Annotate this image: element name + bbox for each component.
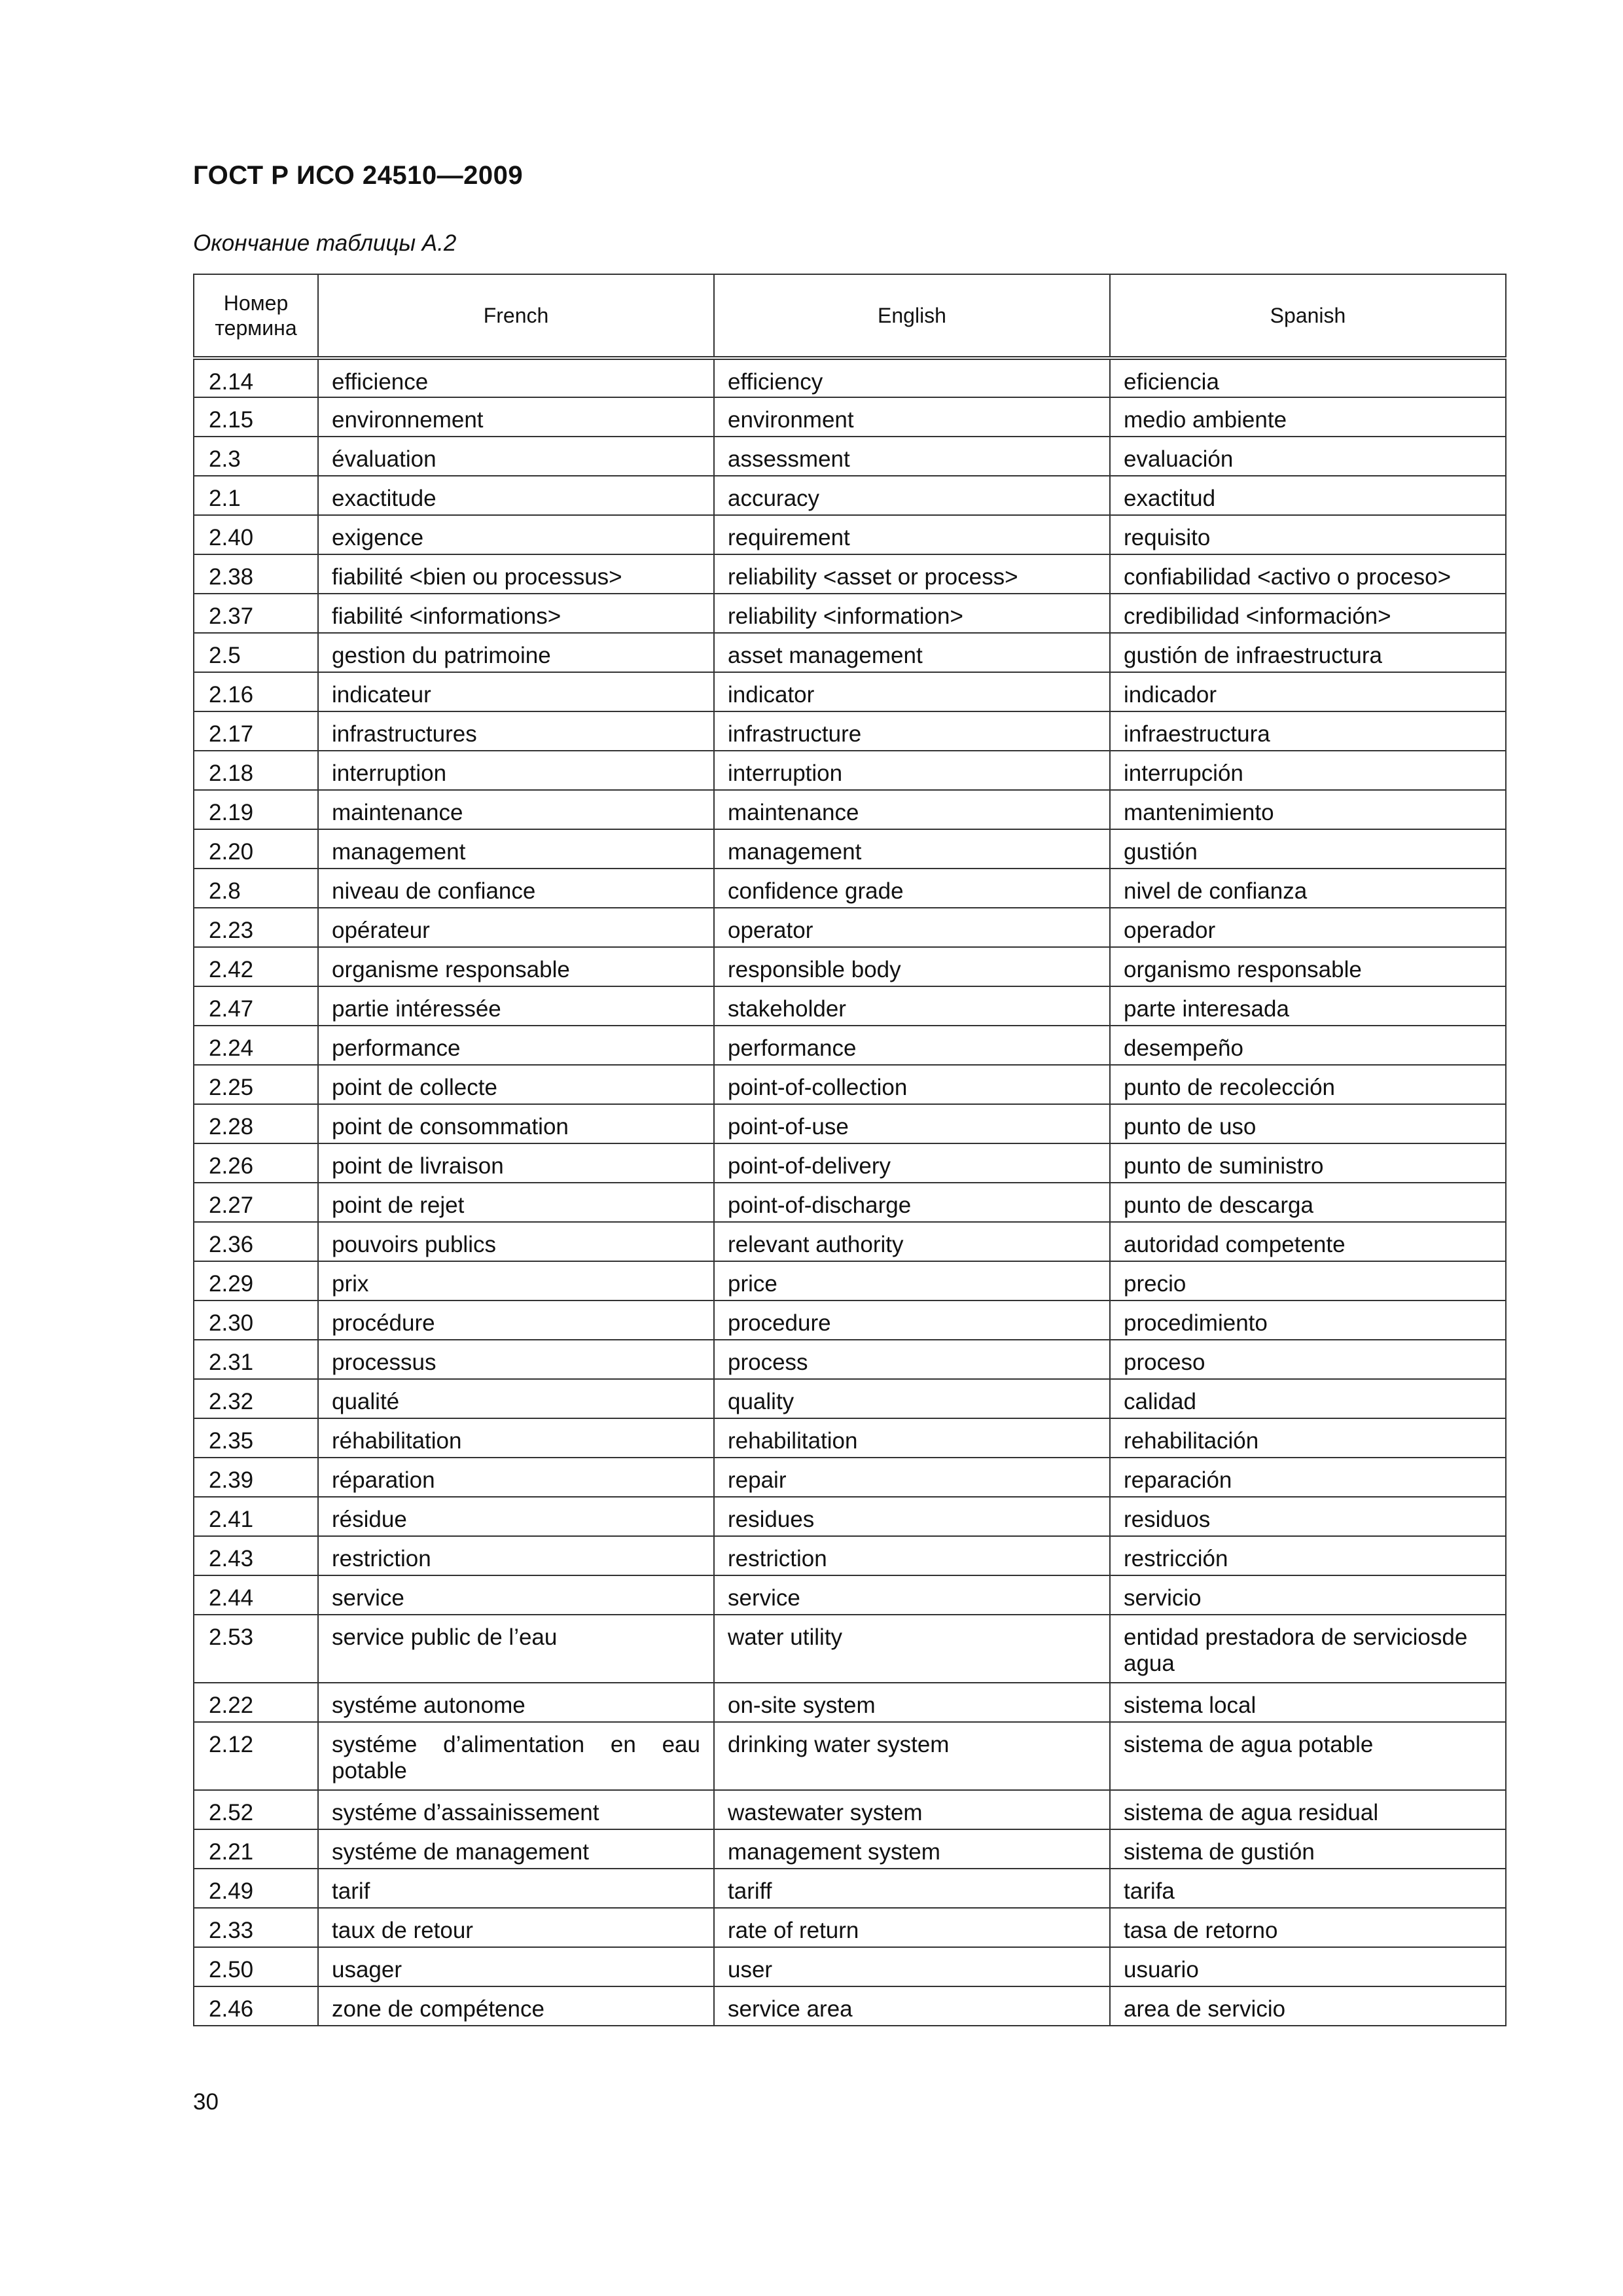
table-row [194, 1222, 1506, 1261]
english-term-cell: restriction [714, 1536, 1110, 1575]
term-number-cell: 2.52 [194, 1790, 318, 1829]
term-number-cell: 2.44 [194, 1575, 318, 1615]
header-row [194, 274, 1506, 358]
term-number-cell: 2.20 [194, 829, 318, 869]
spanish-term-cell: requisito [1110, 515, 1506, 554]
spanish-term-cell: tasa de retorno [1110, 1908, 1506, 1947]
french-term-cell: procédure [318, 1300, 714, 1340]
column-header-term-number: Номер термина [194, 274, 318, 358]
term-number-cell: 2.5 [194, 633, 318, 672]
english-term-cell: price [714, 1261, 1110, 1300]
table-caption: Окончание таблицы А.2 [193, 230, 457, 256]
english-term-cell: service area [714, 1986, 1110, 2026]
page-number: 30 [193, 2089, 219, 2115]
french-term-cell: fiabilité <informations> [318, 594, 714, 633]
table-row [194, 397, 1506, 437]
french-term-cell: gestion du patrimoine [318, 633, 714, 672]
term-number-cell: 2.37 [194, 594, 318, 633]
term-number-cell: 2.19 [194, 790, 318, 829]
spanish-term-cell: mantenimiento [1110, 790, 1506, 829]
term-number-cell: 2.17 [194, 711, 318, 751]
english-term-cell: rehabilitation [714, 1418, 1110, 1458]
term-number-cell: 2.14 [194, 358, 318, 397]
english-term-cell: operator [714, 908, 1110, 947]
table-row [194, 1300, 1506, 1340]
french-term-cell: indicateur [318, 672, 714, 711]
table-row [194, 1065, 1506, 1104]
spanish-term-cell: sistema de gustión [1110, 1829, 1506, 1869]
table-row [194, 751, 1506, 790]
terms-table [193, 274, 1507, 2026]
table-row [194, 1143, 1506, 1183]
french-term-cell: évaluation [318, 437, 714, 476]
french-term-cell: point de rejet [318, 1183, 714, 1222]
french-term-cell: partie intéressée [318, 986, 714, 1026]
english-term-cell: management system [714, 1829, 1110, 1869]
term-number-cell: 2.28 [194, 1104, 318, 1143]
term-number-cell: 2.35 [194, 1418, 318, 1458]
term-number-cell: 2.16 [194, 672, 318, 711]
spanish-term-cell: proceso [1110, 1340, 1506, 1379]
english-term-cell: quality [714, 1379, 1110, 1418]
term-number-cell: 2.40 [194, 515, 318, 554]
table-row [194, 437, 1506, 476]
spanish-term-cell: exactitud [1110, 476, 1506, 515]
table-row [194, 711, 1506, 751]
spanish-term-cell: sistema de agua residual [1110, 1790, 1506, 1829]
french-term-cell: opérateur [318, 908, 714, 947]
column-header-spanish: Spanish [1110, 274, 1506, 358]
english-term-cell: drinking water system [714, 1722, 1110, 1790]
table-row [194, 672, 1506, 711]
spanish-term-cell: organismo responsable [1110, 947, 1506, 986]
term-number-cell: 2.53 [194, 1615, 318, 1683]
spanish-term-cell: residuos [1110, 1497, 1506, 1536]
spanish-term-cell: calidad [1110, 1379, 1506, 1418]
spanish-term-cell: parte interesada [1110, 986, 1506, 1026]
english-term-cell: performance [714, 1026, 1110, 1065]
table-row [194, 986, 1506, 1026]
english-term-cell: relevant authority [714, 1222, 1110, 1261]
english-term-cell: interruption [714, 751, 1110, 790]
spanish-term-cell: procedimiento [1110, 1300, 1506, 1340]
english-term-cell: indicator [714, 672, 1110, 711]
term-number-cell: 2.42 [194, 947, 318, 986]
table-row [194, 1615, 1506, 1683]
term-number-cell: 2.23 [194, 908, 318, 947]
table-row [194, 1575, 1506, 1615]
term-number-cell: 2.50 [194, 1947, 318, 1986]
spanish-term-cell: usuario [1110, 1947, 1506, 1986]
table-row [194, 908, 1506, 947]
spanish-term-cell: infraestructura [1110, 711, 1506, 751]
term-number-cell: 2.31 [194, 1340, 318, 1379]
spanish-term-cell: medio ambiente [1110, 397, 1506, 437]
french-term-cell: pouvoirs publics [318, 1222, 714, 1261]
english-term-cell: residues [714, 1497, 1110, 1536]
french-term-cell: infrastructures [318, 711, 714, 751]
term-number-cell: 2.8 [194, 869, 318, 908]
french-term-cell: réhabilitation [318, 1418, 714, 1458]
table-row [194, 1869, 1506, 1908]
term-number-cell: 2.46 [194, 1986, 318, 2026]
english-term-cell: reliability <asset or process> [714, 554, 1110, 594]
table-row [194, 1722, 1506, 1790]
english-term-cell: rate of return [714, 1908, 1110, 1947]
spanish-term-cell: interrupción [1110, 751, 1506, 790]
term-number-cell: 2.43 [194, 1536, 318, 1575]
column-header-english: English [714, 274, 1110, 358]
english-term-cell: point-of-collection [714, 1065, 1110, 1104]
table-row [194, 594, 1506, 633]
english-term-cell: infrastructure [714, 711, 1110, 751]
table-row [194, 1183, 1506, 1222]
french-term-cell: performance [318, 1026, 714, 1065]
french-term-cell: systéme d’assainissement [318, 1790, 714, 1829]
term-number-cell: 2.32 [194, 1379, 318, 1418]
french-term-cell: niveau de confiance [318, 869, 714, 908]
spanish-term-cell: sistema de agua potable [1110, 1722, 1506, 1790]
spanish-term-cell: indicador [1110, 672, 1506, 711]
table-row [194, 1497, 1506, 1536]
french-term-cell: fiabilité <bien ou processus> [318, 554, 714, 594]
english-term-cell: maintenance [714, 790, 1110, 829]
term-number-cell: 2.18 [194, 751, 318, 790]
english-term-cell: confidence grade [714, 869, 1110, 908]
french-term-cell: qualité [318, 1379, 714, 1418]
english-term-cell: water utility [714, 1615, 1110, 1683]
french-term-cell: systéme autonome [318, 1683, 714, 1722]
spanish-term-cell: punto de uso [1110, 1104, 1506, 1143]
column-header-french: French [318, 274, 714, 358]
spanish-term-cell: tarifa [1110, 1869, 1506, 1908]
spanish-term-cell: punto de suministro [1110, 1143, 1506, 1183]
english-term-cell: tariff [714, 1869, 1110, 1908]
table-row [194, 358, 1506, 397]
french-term-cell: organisme responsable [318, 947, 714, 986]
english-term-cell: requirement [714, 515, 1110, 554]
spanish-term-cell: evaluación [1110, 437, 1506, 476]
term-number-cell: 2.22 [194, 1683, 318, 1722]
table-row [194, 947, 1506, 986]
term-number-cell: 2.1 [194, 476, 318, 515]
english-term-cell: on-site system [714, 1683, 1110, 1722]
english-term-cell: asset management [714, 633, 1110, 672]
french-term-cell: zone de compétence [318, 1986, 714, 2026]
term-number-cell: 2.33 [194, 1908, 318, 1947]
english-term-cell: point-of-discharge [714, 1183, 1110, 1222]
term-number-cell: 2.36 [194, 1222, 318, 1261]
table-body [194, 358, 1506, 2026]
english-term-cell: management [714, 829, 1110, 869]
table-row [194, 1683, 1506, 1722]
french-term-cell: résidue [318, 1497, 714, 1536]
french-term-cell: interruption [318, 751, 714, 790]
table-row [194, 1418, 1506, 1458]
table-row [194, 829, 1506, 869]
english-term-cell: reliability <information> [714, 594, 1110, 633]
table-row [194, 1829, 1506, 1869]
term-number-cell: 2.30 [194, 1300, 318, 1340]
french-term-cell: usager [318, 1947, 714, 1986]
term-number-cell: 2.15 [194, 397, 318, 437]
term-number-cell: 2.21 [194, 1829, 318, 1869]
table-row [194, 1947, 1506, 1986]
french-term-cell: point de consommation [318, 1104, 714, 1143]
table-row [194, 1026, 1506, 1065]
english-term-cell: procedure [714, 1300, 1110, 1340]
term-number-cell: 2.12 [194, 1722, 318, 1790]
spanish-term-cell: rehabilitación [1110, 1418, 1506, 1458]
table-row [194, 476, 1506, 515]
english-term-cell: service [714, 1575, 1110, 1615]
spanish-term-cell: punto de descarga [1110, 1183, 1506, 1222]
spanish-term-cell: area de servicio [1110, 1986, 1506, 2026]
english-term-cell: accuracy [714, 476, 1110, 515]
english-term-cell: responsible body [714, 947, 1110, 986]
spanish-term-cell: gustión de infraestructura [1110, 633, 1506, 672]
term-number-cell: 2.38 [194, 554, 318, 594]
term-number-cell: 2.29 [194, 1261, 318, 1300]
french-term-cell: taux de retour [318, 1908, 714, 1947]
spanish-term-cell: punto de recolección [1110, 1065, 1506, 1104]
table-row [194, 1536, 1506, 1575]
table-row [194, 633, 1506, 672]
table-row [194, 554, 1506, 594]
spanish-term-cell: restricción [1110, 1536, 1506, 1575]
table-row [194, 1104, 1506, 1143]
term-number-cell: 2.24 [194, 1026, 318, 1065]
english-term-cell: point-of-delivery [714, 1143, 1110, 1183]
term-number-cell: 2.3 [194, 437, 318, 476]
spanish-term-cell: servicio [1110, 1575, 1506, 1615]
table-row [194, 1986, 1506, 2026]
table-row [194, 1379, 1506, 1418]
french-term-cell: environnement [318, 397, 714, 437]
french-term-cell: tarif [318, 1869, 714, 1908]
spanish-term-cell: operador [1110, 908, 1506, 947]
table-row [194, 1261, 1506, 1300]
terms-table-container [193, 274, 1505, 2026]
table-row [194, 515, 1506, 554]
document-title: ГОСТ Р ИСО 24510—2009 [193, 161, 524, 190]
french-term-cell: systéme d’alimentation en eau potable [318, 1722, 714, 1790]
french-term-cell: restriction [318, 1536, 714, 1575]
table-row [194, 1458, 1506, 1497]
spanish-term-cell: precio [1110, 1261, 1506, 1300]
english-term-cell: environment [714, 397, 1110, 437]
table-row [194, 1908, 1506, 1947]
french-term-cell: processus [318, 1340, 714, 1379]
term-number-cell: 2.26 [194, 1143, 318, 1183]
table-row [194, 1790, 1506, 1829]
term-number-cell: 2.47 [194, 986, 318, 1026]
table-row [194, 1340, 1506, 1379]
french-term-cell: prix [318, 1261, 714, 1300]
spanish-term-cell: autoridad competente [1110, 1222, 1506, 1261]
french-term-cell: point de collecte [318, 1065, 714, 1104]
term-number-cell: 2.49 [194, 1869, 318, 1908]
french-term-cell: service public de l’eau [318, 1615, 714, 1683]
spanish-term-cell: confiabilidad <activo o proceso> [1110, 554, 1506, 594]
term-number-cell: 2.41 [194, 1497, 318, 1536]
french-term-cell: exigence [318, 515, 714, 554]
french-term-cell: point de livraison [318, 1143, 714, 1183]
term-number-cell: 2.25 [194, 1065, 318, 1104]
spanish-term-cell: credibilidad <información> [1110, 594, 1506, 633]
spanish-term-cell: nivel de confianza [1110, 869, 1506, 908]
spanish-term-cell: desempeño [1110, 1026, 1506, 1065]
french-term-cell: exactitude [318, 476, 714, 515]
table-row [194, 869, 1506, 908]
english-term-cell: assessment [714, 437, 1110, 476]
english-term-cell: user [714, 1947, 1110, 1986]
french-term-cell: management [318, 829, 714, 869]
english-term-cell: efficiency [714, 358, 1110, 397]
english-term-cell: stakeholder [714, 986, 1110, 1026]
table-header [194, 274, 1506, 358]
spanish-term-cell: reparación [1110, 1458, 1506, 1497]
english-term-cell: repair [714, 1458, 1110, 1497]
french-term-cell: réparation [318, 1458, 714, 1497]
spanish-term-cell: eficiencia [1110, 358, 1506, 397]
spanish-term-cell: sistema local [1110, 1683, 1506, 1722]
french-term-cell: service [318, 1575, 714, 1615]
french-term-cell: efficience [318, 358, 714, 397]
english-term-cell: process [714, 1340, 1110, 1379]
table-row [194, 790, 1506, 829]
term-number-cell: 2.39 [194, 1458, 318, 1497]
english-term-cell: point-of-use [714, 1104, 1110, 1143]
french-term-cell: systéme de management [318, 1829, 714, 1869]
spanish-term-cell: gustión [1110, 829, 1506, 869]
spanish-term-cell: entidad prestadora de serviciosde agua [1110, 1615, 1506, 1683]
term-number-cell: 2.27 [194, 1183, 318, 1222]
french-term-cell: maintenance [318, 790, 714, 829]
english-term-cell: wastewater system [714, 1790, 1110, 1829]
